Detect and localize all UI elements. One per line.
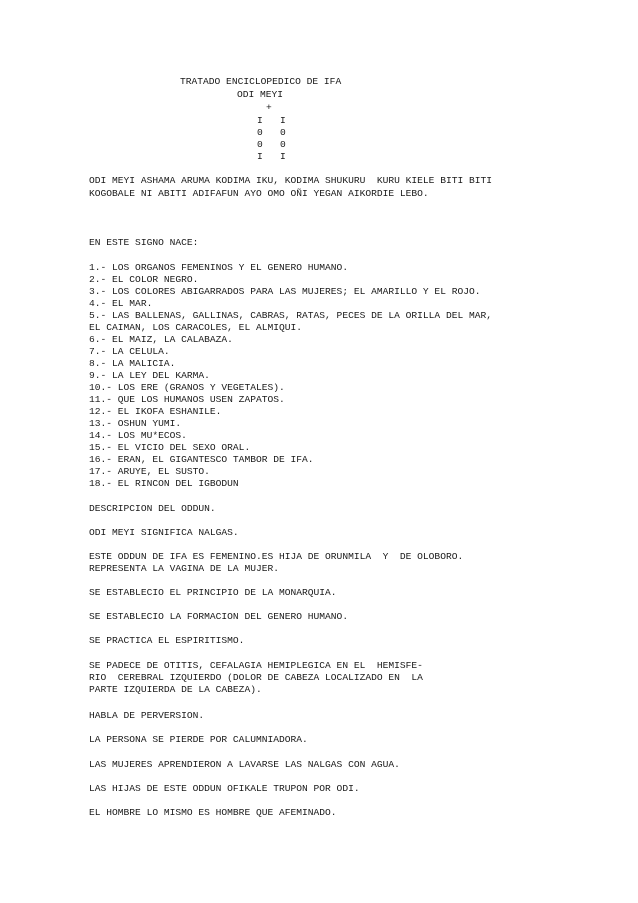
born-item: 3.- LOS COLORES ABIGARRADOS PARA LAS MUJERES; EL AMARILLO Y EL ROJO. bbox=[89, 286, 481, 297]
sign-name: ODI MEYI bbox=[237, 89, 284, 100]
paragraph-daughters: LAS HIJAS DE ESTE ODDUN OFIKALE TRUPON POR ODI. bbox=[89, 783, 360, 794]
born-item: 13.- OSHUN YUMI. bbox=[89, 418, 182, 429]
born-item: 9.- LA LEY DEL KARMA. bbox=[89, 370, 210, 381]
paragraph-meaning: ODI MEYI SIGNIFICA NALGAS. bbox=[89, 527, 239, 538]
born-heading: EN ESTE SIGNO NACE: bbox=[89, 237, 199, 248]
born-item: 5.- LAS BALLENAS, GALLINAS, CABRAS, RATAS, PECES DE LA ORILLA DEL MAR, bbox=[89, 310, 493, 321]
sign-mark-row-4: I I bbox=[257, 151, 286, 162]
born-item: 14.- LOS MU*ECOS. bbox=[89, 430, 187, 441]
paragraph-feminine-line-2: REPRESENTA LA VAGINA DE LA MUJER. bbox=[89, 563, 279, 574]
paragraph-human-race: SE ESTABLECIO LA FORMACION DEL GENERO HUMANO. bbox=[89, 611, 349, 622]
paragraph-ailments-line-2: RIO CEREBRAL IZQUIERDO (DOLOR DE CABEZA LOCALIZADO EN LA bbox=[89, 672, 423, 683]
paragraph-perversion: HABLA DE PERVERSION. bbox=[89, 710, 205, 721]
description-heading: DESCRIPCION DEL ODDUN. bbox=[89, 503, 216, 514]
sign-mark-row-3: 0 0 bbox=[257, 139, 286, 150]
sign-mark-row-1: I I bbox=[257, 115, 286, 126]
born-item: 2.- EL COLOR NEGRO. bbox=[89, 274, 199, 285]
paragraph-slander: LA PERSONA SE PIERDE POR CALUMNIADORA. bbox=[89, 734, 308, 745]
born-item: 4.- EL MAR. bbox=[89, 298, 153, 309]
sign-plus: + bbox=[266, 102, 272, 113]
document-title: TRATADO ENCICLOPEDICO DE IFA bbox=[180, 76, 342, 87]
invocation-line-1: ODI MEYI ASHAMA ARUMA KODIMA IKU, KODIMA SHUKURU KURU KIELE BITI BITI bbox=[89, 175, 493, 186]
paragraph-spiritism: SE PRACTICA EL ESPIRITISMO. bbox=[89, 635, 245, 646]
paragraph-washing: LAS MUJERES APRENDIERON A LAVARSE LAS NALGAS CON AGUA. bbox=[89, 759, 400, 770]
born-item: 11.- QUE LOS HUMANOS USEN ZAPATOS. bbox=[89, 394, 285, 405]
born-item: 7.- LA CELULA. bbox=[89, 346, 170, 357]
paragraph-ailments-line-1: SE PADECE DE OTITIS, CEFALAGIA HEMIPLEGICA EN EL HEMISFE- bbox=[89, 660, 423, 671]
invocation-line-2: KOGOBALE NI ABITI ADIFAFUN AYO OMO OÑI YEGAN AIKORDIE LEBO. bbox=[89, 188, 429, 199]
born-item: 18.- EL RINCON DEL IGBODUN bbox=[89, 478, 239, 489]
born-item: 10.- LOS ERE (GRANOS Y VEGETALES). bbox=[89, 382, 285, 393]
born-item: 16.- ERAN, EL GIGANTESCO TAMBOR DE IFA. bbox=[89, 454, 314, 465]
born-item: 6.- EL MAIZ, LA CALABAZA. bbox=[89, 334, 233, 345]
born-item: 12.- EL IKOFA ESHANILE. bbox=[89, 406, 222, 417]
born-item: 1.- LOS ORGANOS FEMENINOS Y EL GENERO HUMANO. bbox=[89, 262, 349, 273]
paragraph-feminine-line-1: ESTE ODDUN DE IFA ES FEMENINO.ES HIJA DE ORUNMILA Y DE OLOBORO. bbox=[89, 551, 464, 562]
born-item: 17.- ARUYE, EL SUSTO. bbox=[89, 466, 210, 477]
born-item: 15.- EL VICIO DEL SEXO ORAL. bbox=[89, 442, 251, 453]
paragraph-effeminate: EL HOMBRE LO MISMO ES HOMBRE QUE AFEMINADO. bbox=[89, 807, 337, 818]
sign-mark-row-2: 0 0 bbox=[257, 127, 286, 138]
born-item: EL CAIMAN, LOS CARACOLES, EL ALMIQUI. bbox=[89, 322, 303, 333]
paragraph-monarchy: SE ESTABLECIO EL PRINCIPIO DE LA MONARQUIA. bbox=[89, 587, 337, 598]
born-item: 8.- LA MALICIA. bbox=[89, 358, 176, 369]
paragraph-ailments-line-3: PARTE IZQUIERDA DE LA CABEZA). bbox=[89, 684, 262, 695]
